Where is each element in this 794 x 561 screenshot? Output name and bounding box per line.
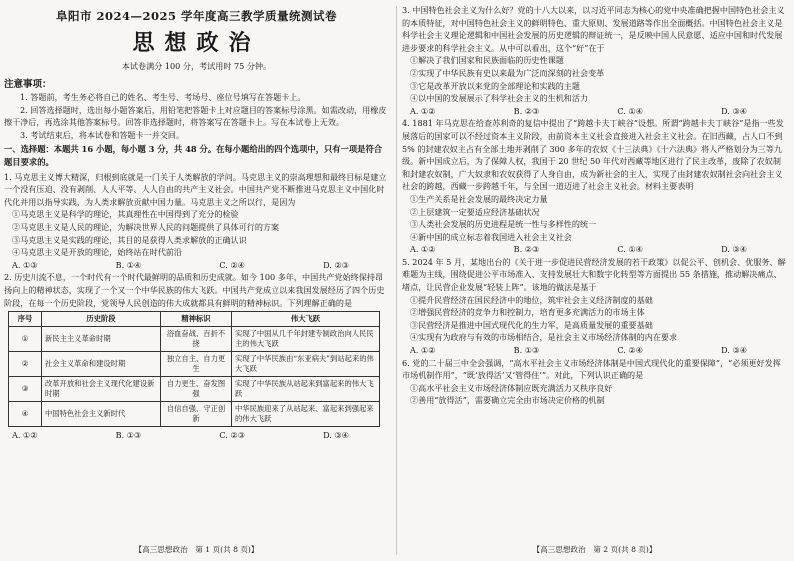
question-5-option: ④实现有为政府与有效的市场相结合，是社会主义市场经济体制的内在要求 <box>410 332 678 343</box>
question-5-option: ②增强民营经济的竞争力和控制力，培育更多充满活力的市场主体 <box>410 307 645 318</box>
table-cell: 实现了中国从几千年封建专制政治向人民民主的伟大飞跃 <box>232 327 380 352</box>
table-header: 历史阶段 <box>42 312 161 327</box>
question-1-option: ④马克思主义是开放的理论，始终站在时代前沿 <box>12 247 182 258</box>
answer-choice: A. ①② <box>12 430 38 441</box>
answer-choice: A. ①② <box>410 345 436 356</box>
question-2-stem: 2. 历史川流不息，一个时代有一个时代最鲜明的品质和历史成就。如今 100 多年，中国共产党始终保持昂扬向上的精神状态，实现了一个又一个中华民族的伟大飞跃。中国共产党成立以来我国发展经历了四个历史阶段，在每一个历史阶段，党领导人民创造的伟大成就都具有鲜明的精神标识。下列理解正确的是 <box>4 272 385 308</box>
question-6-stem: 6. 党的二十届三中全会强调，“高水平社会主义市场经济体制是中国式现代化的重要保障”，“必须更好发挥市场机制作用”，“既‘放得活’又‘管得住’”。对此，下列认识正确的是 <box>402 357 781 381</box>
table-header: 序号 <box>9 312 42 327</box>
question-3-option: ②实现了中华民族有史以来最为广泛而深刻的社会变革 <box>410 67 605 78</box>
history-table <box>8 311 380 427</box>
table-cell: 自力更生、奋发图强 <box>161 377 232 402</box>
table-cell: 改革开放和社会主义现代化建设新时期 <box>42 377 161 402</box>
question-3-option: ①解决了我们国家和民族面临的历史性课题 <box>410 55 564 66</box>
question-1-answers <box>4 259 389 272</box>
table-cell: ② <box>9 352 42 377</box>
page-footer: 【高三思想政治 第 2 页(共 8 页)】 <box>532 545 657 554</box>
question-3-option: ③它是改革开放以来党的全部理论和实践的主题 <box>410 80 580 91</box>
answer-choice: B. ①③ <box>115 430 142 441</box>
answer-choice: D. ③④ <box>721 105 747 116</box>
table-cell: 实现了中华民族从站起来到富起来的伟大飞跃 <box>232 377 380 402</box>
notice-item: 2. 回答选择题时，选出每小题答案后，用铅笔把答题卡上对应题目的答案标号涂黑。如需改动，用橡皮擦干净后，再选涂其他答案标号。回答非选择题时，将答案写在答题卡上。写在本试卷上无效。 <box>4 104 387 128</box>
answer-choice: C. ②③ <box>219 430 245 441</box>
table-row <box>9 402 380 427</box>
question-1-stem: 1. 马克思主义博大精深，归根到底就是一门关于人类解放的学问。马克思主义的崇高理想和最终目标是建立一个没有压迫、没有剥削、人人平等、人人自由的共产主义社会。中国共产党不断推进马克思主义中国化时代化并用以指导实践，为人类求解放贡献中国力量。马克思主义之所以行，是因为 <box>4 171 387 207</box>
answer-choice: D. ③④ <box>721 244 747 255</box>
answer-choice: B. ①③ <box>513 345 540 356</box>
table-header: 精神标识 <box>161 312 232 327</box>
question-1-option: ③马克思主义是实践的理论，其目的是获得人类求解放的正确认识 <box>12 234 247 245</box>
answer-choice: B. ②③ <box>513 244 540 255</box>
question-4-option: ①生产关系是社会发展的最终决定力量 <box>410 193 548 204</box>
page-divider <box>396 6 397 555</box>
question-1-option: ①马克思主义是科学的理论，其真理性在中国得到了充分的检验 <box>12 209 239 220</box>
answer-choice: C. ①④ <box>617 105 643 116</box>
table-cell: ① <box>9 327 42 352</box>
table-row <box>9 377 380 402</box>
table-header-row <box>9 312 380 327</box>
table-cell: ④ <box>9 402 42 427</box>
section-heading: 一、选择题：本题共 16 小题，每小题 3 分，共 48 分。在每小题给出的四个选项中，只有一项是符合题目要求的。 <box>4 144 383 167</box>
question-5-answers <box>402 344 787 357</box>
answer-choice: B. ②③ <box>513 105 540 116</box>
table-cell: 浴血奋战、百折不挠 <box>161 327 232 352</box>
question-2-answers <box>4 429 389 442</box>
page-2 <box>402 4 787 557</box>
score-info: 本试卷满分 100 分，考试用时 75 分钟。 <box>121 61 272 71</box>
answer-choice: C. ②④ <box>219 259 245 270</box>
table-cell: ③ <box>9 377 42 402</box>
subject-title: 思想政治 <box>132 31 261 56</box>
answer-choice: C. ②④ <box>617 345 643 356</box>
table-cell: 实现了中华民族由“东亚病夫”到站起来的伟大飞跃 <box>232 352 380 377</box>
question-6-option: ②善用“放得活”，需要确立完全由市场决定价格的机制 <box>410 395 605 406</box>
exam-title: 阜阳市 2024—2025 学年度高三教学质量统测试卷 <box>55 9 338 23</box>
answer-choice: D. ②③ <box>323 259 349 270</box>
question-5-option: ③民营经济是推进中国式现代化的生力军，是高质量发展的重要基础 <box>410 319 653 330</box>
notice-heading: 注意事项： <box>4 79 52 90</box>
question-4-stem: 4. 1881 年马克思在给查苏利奇的复信中提出了“跨越卡夫丁峡谷”设想。所谓“跨越卡夫丁峡谷”是指一些发展落后的国家可以不经过资本主义阶段，由前资本主义社会直接进入社会主义社会。在旧西藏，占人口不到 5% 的封建农奴主占有全部土地并剥削了 300 多年的农奴《十三法典》《十六法典》将人严格划分为三等九级。新中国成立后，为了保障人权，我国于 20 世纪 50 年代对西藏等地区进行了民主改革，废除了农奴制和封建农奴制，广大奴隶和农奴获得了人身自由，成为新社会的主人，实现了由封建农奴制社会向社会主义社会的跨越，西藏一步跨越千年，与全国一道迈进了社会主义社会。材料主要表明 <box>402 118 784 192</box>
table-cell: 中华民族迎来了从站起来、富起来到强起来的伟大飞跃 <box>232 402 380 427</box>
question-1-option: ②马克思主义是人民的理论，为解决世界人民的问题提供了具体可行的方案 <box>12 221 280 232</box>
page-1 <box>4 4 389 557</box>
question-4-answers <box>402 243 787 256</box>
answer-choice: D. ③④ <box>721 345 747 356</box>
table-cell: 独立自主、自力更生 <box>161 352 232 377</box>
question-4-option: ②上层建筑一定要适应经济基础状况 <box>410 206 540 217</box>
answer-choice: B. ①④ <box>115 259 142 270</box>
notice-item: 1. 答题前，考生务必将自己的姓名、考生号、考场号、座位号填写在答题卡上。 <box>20 92 306 102</box>
question-5-stem: 5. 2024 年 5 月，某地出台的《关于进一步促进民营经济发展的若干政策》以促公平、创机会、优服务、解难题为主线，围绕促进公平市场准入、支持发展壮大和数字化转型等方面提出 55 条措施，推动解决痛点、堵点，让民营企业发展“轻装上阵”。该地的做法是基于 <box>402 256 786 293</box>
answer-choice: A. ①③ <box>12 259 38 270</box>
page-footer: 【高三思想政治 第 1 页(共 8 页)】 <box>134 545 259 554</box>
answer-choice: C. ①④ <box>617 244 643 255</box>
question-3-stem: 3. 中国特色社会主义为什么好？党的十八大以来，以习近平同志为核心的党中央准确把握中国特色社会主义的本质特征，对中国特色社会主义的鲜明特色、重大原则、发展道路等作出全面概括。中国特色社会主义是科学社会主义理论逻辑和中国社会发展的历史逻辑的辩证统一，是反映中国人民意愿、适应中国和时代发展进步要求的科学社会主义。从中可以看出，这个“好”在于 <box>402 5 785 53</box>
table-header: 伟大飞跃 <box>232 312 380 327</box>
question-4-option: ④新中国的成立标志着我国进入社会主义社会 <box>410 231 572 242</box>
table-row <box>9 327 380 352</box>
table-cell: 新民主主义革命时期 <box>42 327 161 352</box>
question-4-option: ③人类社会发展的历史进程是统一性与多样性的统一 <box>410 219 597 230</box>
answer-choice: A. ①② <box>410 105 436 116</box>
table-cell: 中国特色社会主义新时代 <box>42 402 161 427</box>
table-cell: 自信自强、守正创新 <box>161 402 232 427</box>
answer-choice: A. ①② <box>410 244 436 255</box>
notice-item: 3. 考试结束后，将本试卷和答题卡一并交回。 <box>20 129 185 140</box>
question-5-option: ①提升民营经济在国民经济中的地位，筑牢社会主义经济制度的基础 <box>410 294 653 305</box>
question-3-answers <box>402 105 787 118</box>
table-cell: 社会主义革命和建设时期 <box>42 352 161 377</box>
answer-choice: D. ③④ <box>323 430 349 441</box>
table-row <box>9 352 380 377</box>
question-6-option: ①高水平社会主义市场经济体制应既充满活力又秩序良好 <box>410 382 613 393</box>
question-3-option: ④以中国的发展展示了科学社会主义的生机和活力 <box>410 93 589 104</box>
